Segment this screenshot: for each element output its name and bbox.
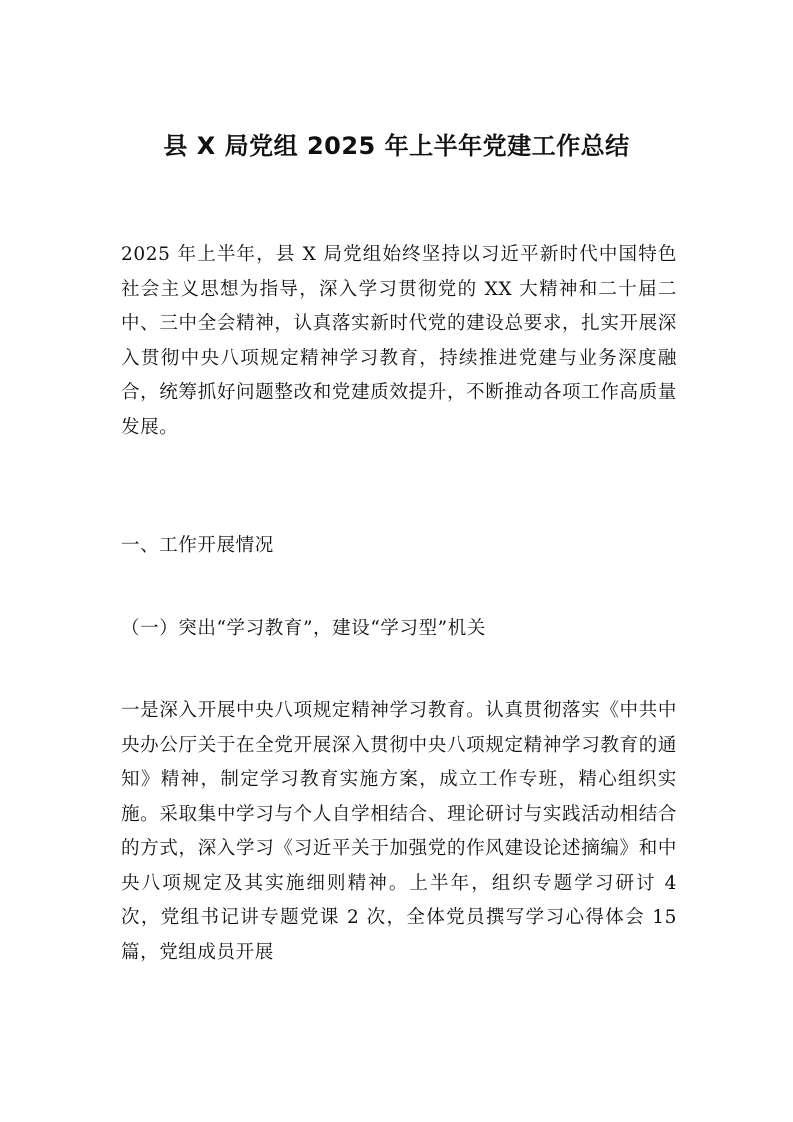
subsection-heading: （一）突出“学习教育”，建设“学习型”机关 [121,618,486,639]
section-heading: 一、工作开展情况 [121,535,274,556]
body-paragraph: 一是深入开展中央八项规定精神学习教育。认真贯彻落实《中共中央办公厅关于在全党开展深入贯彻中央八项规定精神学习教育的通知》精神，制定学习教育实施方案，成立工作专班，精心组织实施。采取集中学习与个人自学相结合、理论研讨与实践活动相结合的方式，深入学习《习近平关于加强党的作风建设论述摘编》和中央八项规定及其实施细则精神。上半年，组织专题学习研讨 4 次，党组书记讲专题党课 2 次，全体党员撰写学习心得体会 15 篇，党组成员开展 [121,700,677,963]
document-title: 县 X 局党组 2025 年上半年党建工作总结 [163,132,630,160]
intro-paragraph: 2025 年上半年，县 X 局党组始终坚持以习近平新时代中国特色社会主义思想为指导，深入学习贯彻党的 XX 大精神和二十届二中、三中全会精神，认真落实新时代党的建设总要求，扎实开展深入贯彻中央八项规定精神学习教育，持续推进党建与业务深度融合，统筹抓好问题整改和党建质效提升，不断推动各项工作高质量发展。 [121,244,677,438]
